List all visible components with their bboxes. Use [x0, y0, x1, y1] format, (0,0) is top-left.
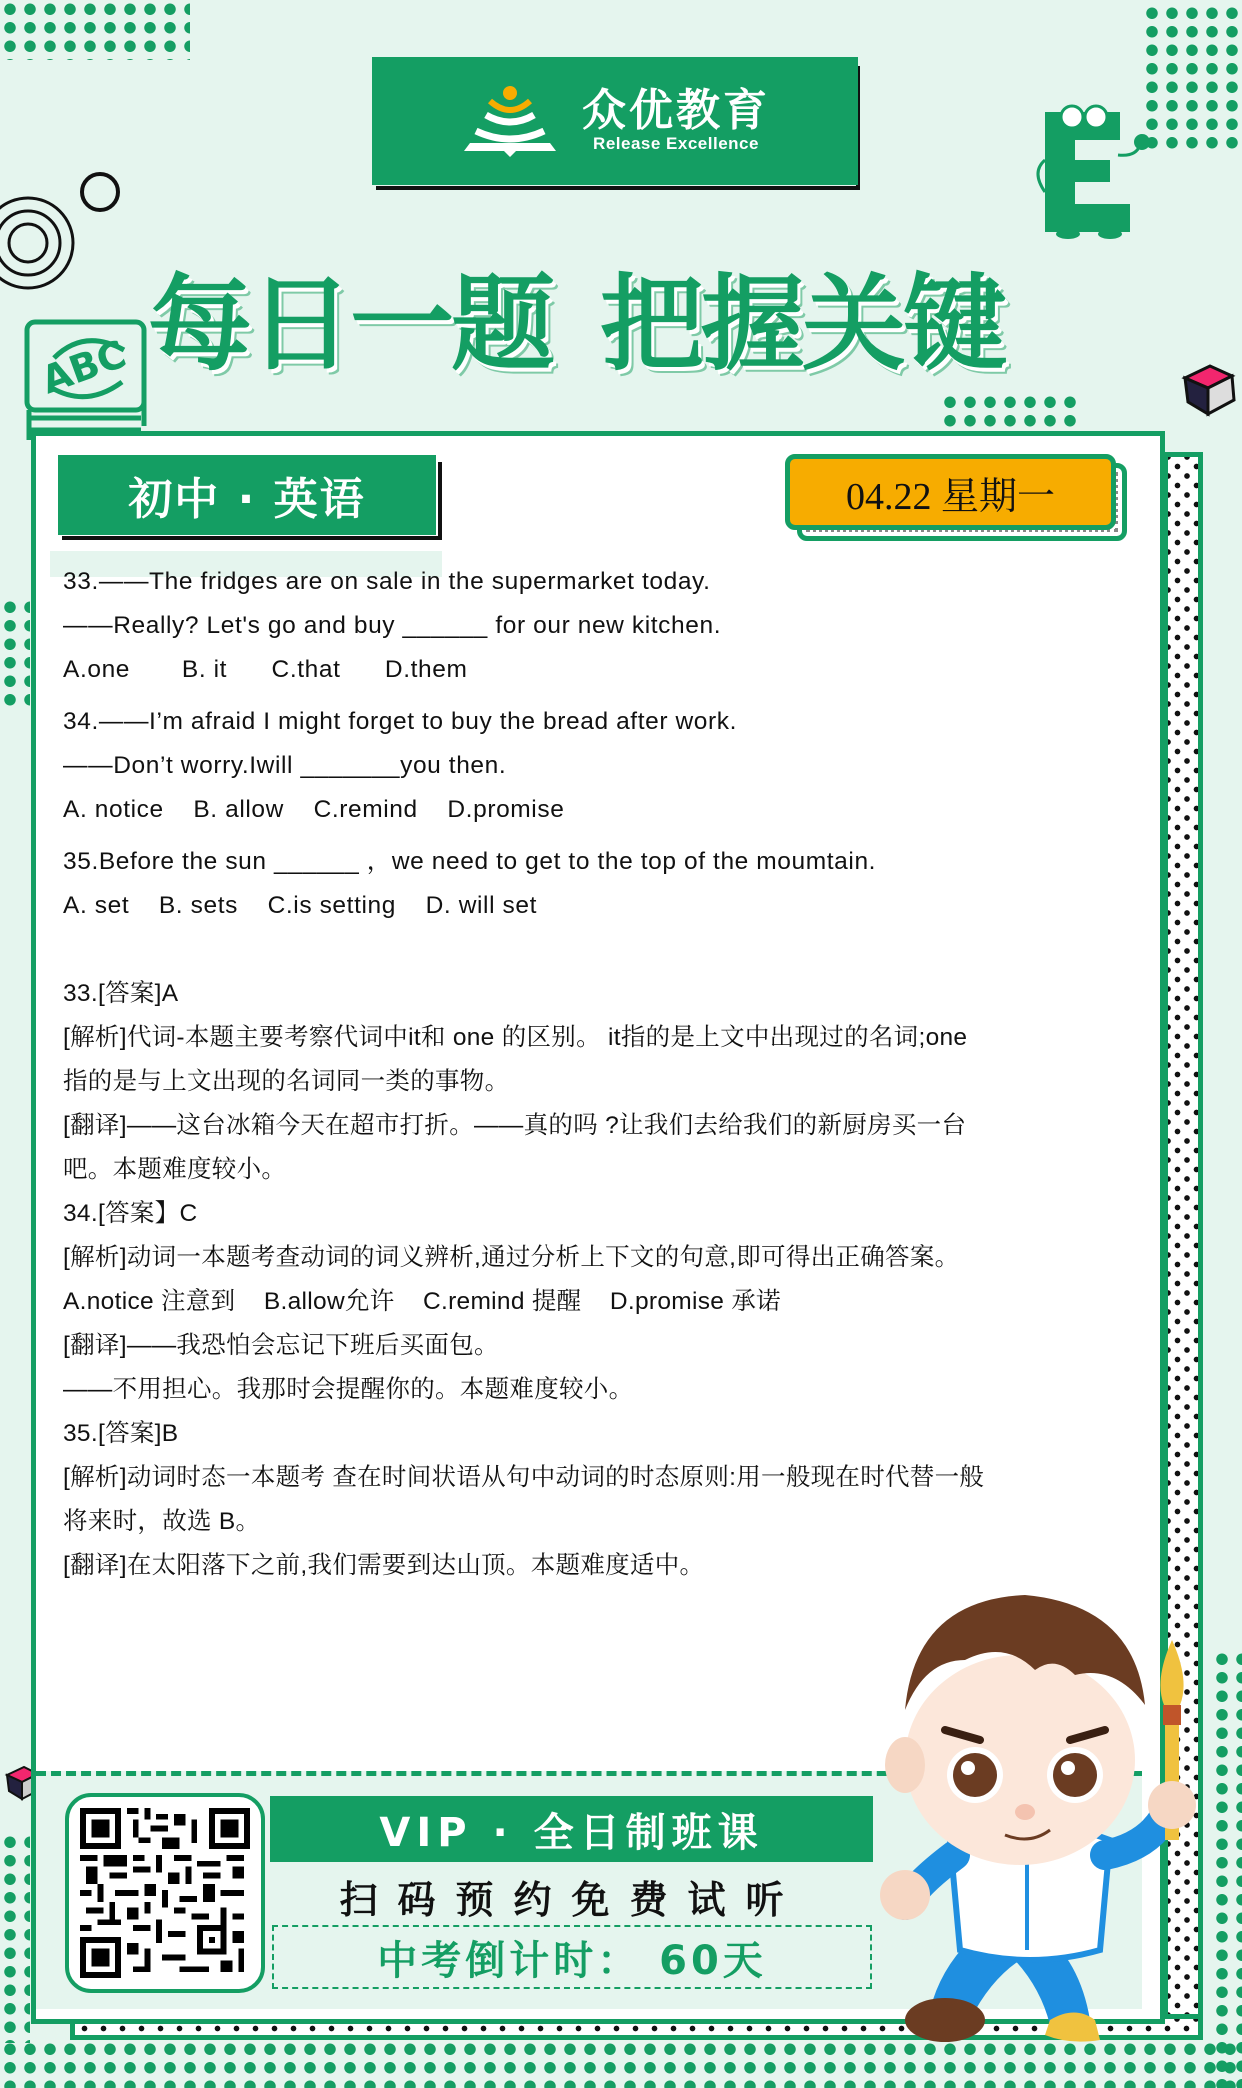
subject-tag: 初中 · 英语 — [58, 455, 436, 535]
exam-countdown: 中考倒计时： 60天 — [272, 1925, 872, 1989]
question-options: A.one B. it C.that D.them — [63, 656, 468, 683]
answer-line: [解析]代词-本题主要考察代词中it和 one 的区别。 it指的是上文中出现过的名词;one — [63, 1024, 968, 1051]
dot-pattern-bottom-left — [0, 1833, 30, 2043]
scan-to-book-cta: 扫码预约免费试听 — [339, 1877, 804, 1922]
abc-book-icon — [24, 318, 150, 443]
headline-part-1: 每日一题 — [148, 263, 553, 385]
mascot-boy-icon — [860, 1590, 1200, 2050]
answer-line: A.notice 注意到 B.allow允许 C.remind 提醒 D.promise 承诺 — [63, 1288, 781, 1315]
cube-icon-pink — [1180, 358, 1240, 418]
question-34 — [63, 700, 1133, 832]
book-tree-logo-icon — [460, 81, 560, 161]
answer-line: [翻译]在太阳落下之前,我们需要到达山顶。本题难度适中。 — [63, 1552, 705, 1579]
headline-part-2: 把握关键 — [600, 263, 1005, 385]
dot-pattern-left-side — [0, 598, 30, 706]
date-badge: 04.22 星期一 — [785, 454, 1116, 530]
answer-line: [翻译]——这台冰箱今天在超市打折。——真的吗 ?让我们去给我们的新厨房买一台 — [63, 1112, 967, 1139]
answer-line: [翻译]——我恐怕会忘记下班后买面包。 — [63, 1332, 499, 1359]
dot-pattern-top-left — [0, 0, 190, 60]
question-line: 34.——I’m afraid I might forget to buy the bread after work. — [63, 708, 738, 735]
answer-line: 34.[答案】C — [63, 1200, 198, 1227]
answer-line: 指的是与上文出现的名词同一类的事物。 — [63, 1068, 510, 1095]
course-banner: VIP · 全日制班课 — [270, 1796, 873, 1862]
brand-name: 众优教育 — [582, 84, 770, 136]
answer-line: 将来时，故选 B。 — [63, 1508, 261, 1535]
brand-logo — [372, 57, 858, 185]
answer-34 — [63, 1192, 1133, 1412]
question-33 — [63, 560, 1133, 692]
letter-e-mascot-icon — [1030, 100, 1160, 240]
answer-line: [解析]动词一本题考查动词的词义辨析,通过分析上下文的句意,即可得出正确答案。 — [63, 1244, 960, 1271]
dot-pattern-right-side — [1212, 1650, 1242, 2088]
answer-35 — [63, 1412, 1133, 1588]
answer-line: ——不用担心。我那时会提醒你的。本题难度较小。 — [63, 1376, 634, 1403]
question-content — [63, 560, 1133, 1588]
question-line: 33.——The fridges are on sale in the supermarket today. — [63, 568, 711, 595]
dot-pattern-under-headline — [940, 393, 1080, 429]
question-35 — [63, 840, 1133, 928]
svg-text:ABC: ABC — [35, 331, 132, 403]
answer-33 — [63, 972, 1133, 1192]
question-line: ——Don’t worry.Iwill _______you then. — [63, 752, 507, 779]
answer-line: 35.[答案]B — [63, 1420, 179, 1447]
concentric-circles-icon — [0, 165, 130, 295]
answer-line: 33.[答案]A — [63, 980, 179, 1007]
answer-line: [解析]动词时态一本题考 查在时间状语从句中动词的时态原则:用一般现在时代替一般 — [63, 1464, 985, 1491]
answer-line: 吧。本题难度较小。 — [63, 1156, 287, 1183]
brand-slogan: Release Excellence — [593, 134, 759, 154]
question-line: 35.Before the sun ______ ，we need to get to the top of the moumtain. — [63, 848, 877, 875]
question-options: A. set B. sets C.is setting D. will set — [63, 892, 538, 919]
question-options: A. notice B. allow C.remind D.promise — [63, 796, 565, 823]
qr-code-icon — [80, 1808, 250, 1978]
qr-code-frame[interactable] — [65, 1793, 265, 1993]
question-line: ——Really? Let's go and buy ______ for our new kitchen. — [63, 612, 722, 639]
page-headline — [148, 250, 1108, 385]
